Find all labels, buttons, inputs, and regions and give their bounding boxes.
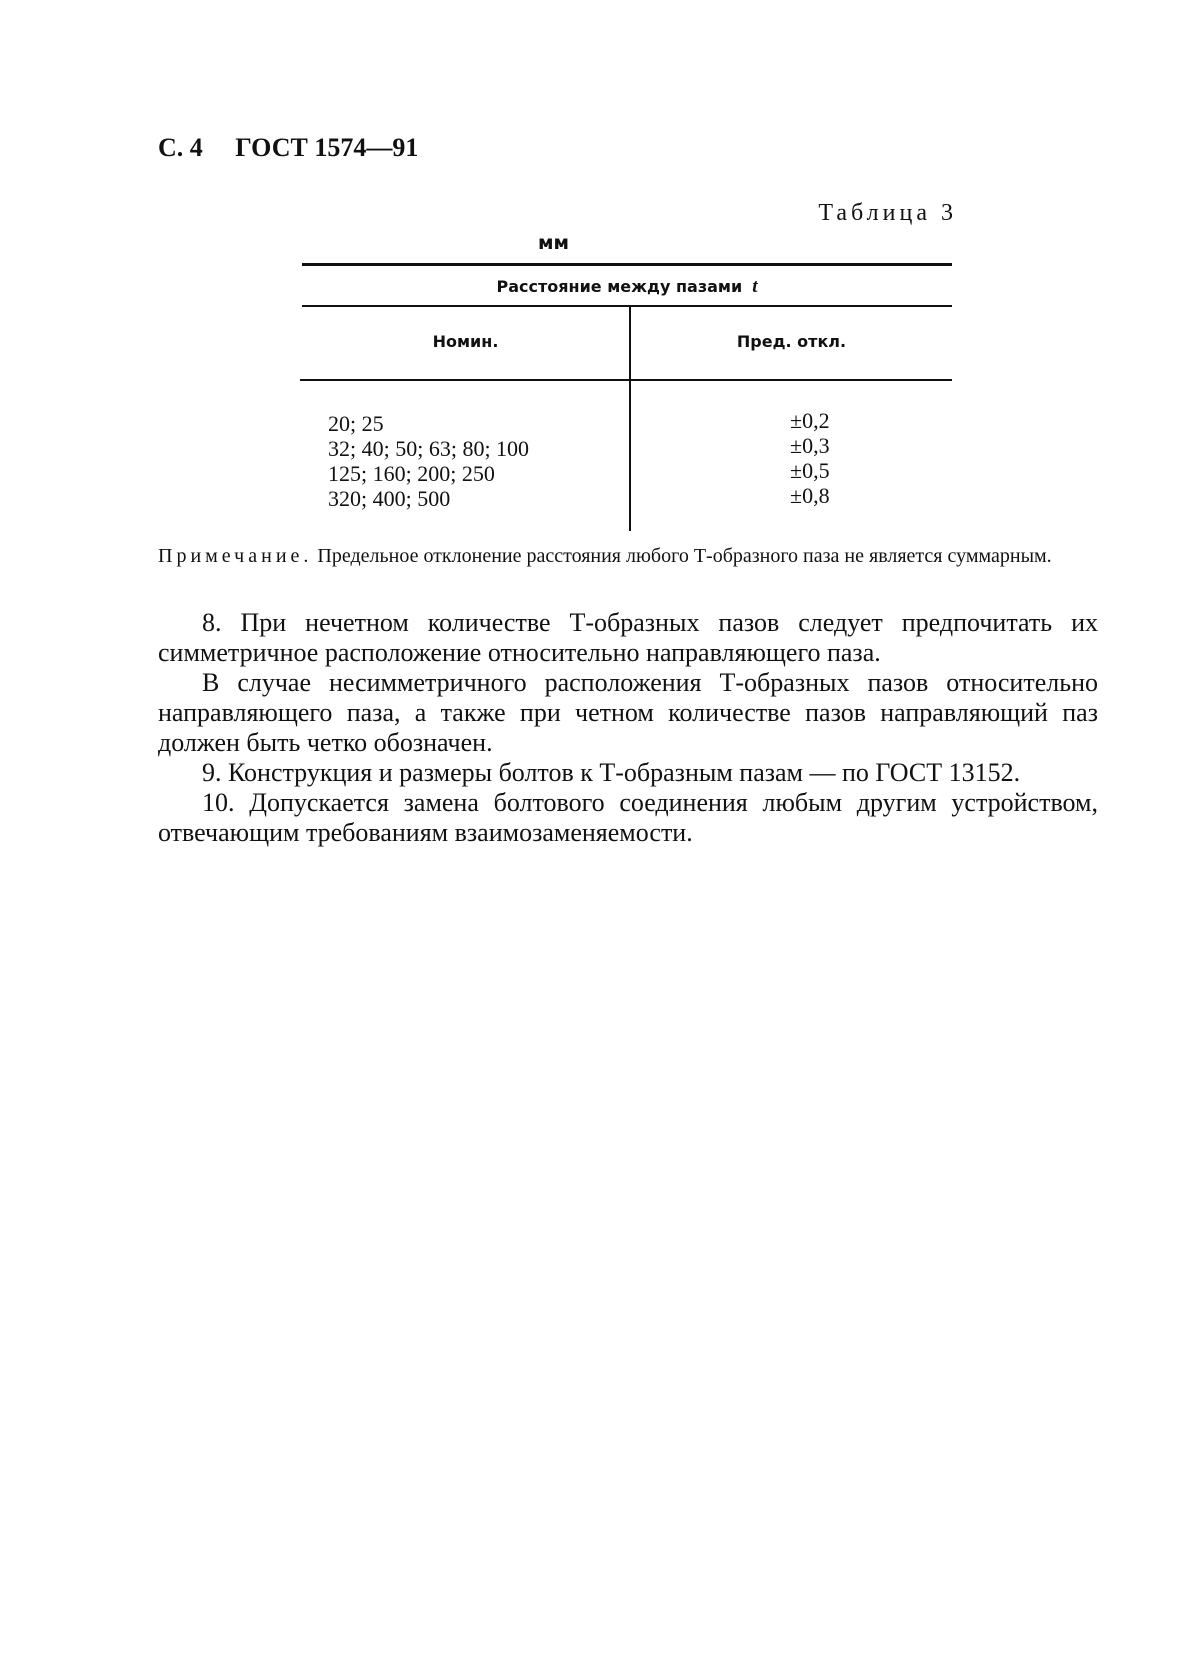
paragraph-9: 9. Конструкция и размеры болтов к Т-образным пазам — по ГОСТ 13152. — [202, 758, 1021, 787]
main-heading-text: Расстояние между пазами — [496, 277, 743, 296]
table-heading-rule — [302, 305, 952, 307]
table-cell-deviation: ±0,5 — [790, 458, 830, 483]
table-cell-deviation: ±0,3 — [790, 433, 830, 458]
note-text: Предельное отклонение расстояния любого Т-образного паза не является суммарным. — [317, 545, 1052, 567]
paragraph-10: 10. Допускается замена болтового соединения любым другим устройством, отвечающим требованиям взаимозаменяемости. — [158, 788, 1098, 847]
main-heading-symbol: t — [752, 276, 758, 297]
table-subheading-rule — [300, 379, 952, 381]
table-units: мм — [538, 232, 570, 254]
table-cell-deviation: ±0,8 — [790, 483, 830, 508]
table-cell-deviation: ±0,2 — [790, 408, 830, 433]
table-note — [158, 542, 1098, 570]
nominal-values — [328, 411, 529, 511]
note-label: Примечание. — [158, 545, 313, 567]
page-number: С. 4 — [158, 133, 203, 162]
table-title: Таблица 3 — [818, 200, 957, 226]
page-header — [158, 133, 440, 163]
table-top-rule — [302, 263, 952, 266]
table-cell-nominal: 320; 400; 500 — [328, 486, 451, 511]
column-header-nominal: Номин. — [432, 332, 499, 351]
column-header-deviation: Пред. откл. — [736, 332, 847, 351]
tolerance-table — [302, 263, 952, 531]
table-cell-nominal: 125; 160; 200; 250 — [328, 461, 495, 486]
deviation-values — [790, 408, 830, 508]
document-title: ГОСТ 1574—91 — [235, 133, 419, 162]
table-cell-nominal: 32; 40; 50; 63; 80; 100 — [328, 436, 530, 461]
body-text — [158, 608, 1098, 848]
paragraph-8: 8. При нечетном количестве Т-образных пазов следует предпочитать их симметричное расположение относительно направляющего паза. — [158, 608, 1098, 667]
table-main-heading — [302, 276, 952, 298]
table-cell-nominal: 20; 25 — [328, 411, 384, 436]
paragraph-8-continued: В случае несимметричного расположения Т-образных пазов относительно направляющего паза, а также при четном количестве пазов направляющий паз должен быть четко обозначен. — [158, 668, 1098, 757]
